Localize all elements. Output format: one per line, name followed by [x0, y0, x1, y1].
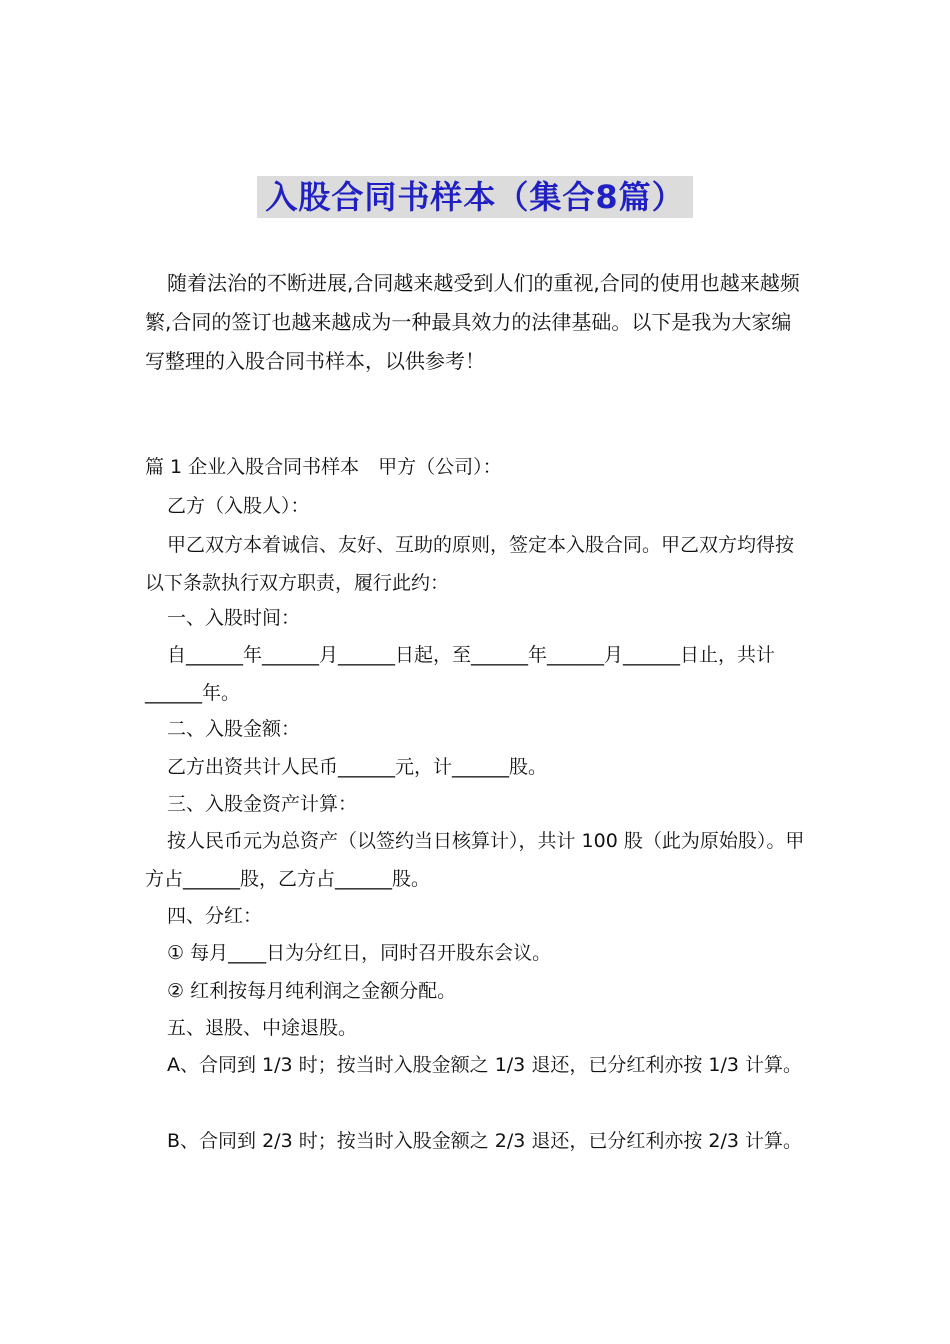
section-4-title: 四、分红： [167, 905, 263, 927]
section-4-item-1: ① 每月____日为分红日，同时召开股东会议。 [167, 942, 552, 964]
document-title: 入股合同书样本（集合8篇） [257, 176, 692, 218]
title-container [0, 176, 950, 218]
section-5-title: 五、退股、中途退股。 [167, 1017, 358, 1039]
section-5-item-b: B、合同到 2/3 时；按当时入股金额之 2/3 退还，已分红利亦按 2/3 计算。 [167, 1130, 803, 1152]
section-3-body: 按人民币元为总资产（以签约当日核算计），共计 100 股（此为原始股）。甲方占______股，乙方占______股。 [145, 830, 805, 890]
intro-paragraph: 随着法治的不断进展,合同越来越受到人们的重视,合同的使用也越来越频繁,合同的签订也越来越成为一种最具效力的法律基础。以下是我为大家编写整理的入股合同书样本，以供参考！ [145, 271, 800, 373]
party-b-line: 乙方（入股人）： [167, 495, 310, 517]
article-heading: 篇 1 企业入股合同书样本 甲方（公司）： [145, 456, 502, 478]
section-2-body: 乙方出资共计人民币______元，计______股。 [167, 756, 548, 778]
section-2-title: 二、入股金额： [167, 718, 301, 740]
section-5-item-a: A、合同到 1/3 时；按当时入股金额之 1/3 退还，已分红利亦按 1/3 计算。 [167, 1054, 802, 1076]
section-1-title: 一、入股时间： [167, 607, 301, 629]
section-3-title: 三、入股金资产计算： [167, 793, 358, 815]
section-4-item-2: ② 红利按每月纯利润之金额分配。 [167, 980, 457, 1002]
section-1-body: 自______年______月______日起，至______年______月______日止，共计______年。 [145, 644, 776, 704]
preamble-paragraph: 甲乙双方本着诚信、友好、互助的原则，签定本入股合同。甲乙双方均得按以下条款执行双方职责，履行此约： [145, 534, 795, 594]
